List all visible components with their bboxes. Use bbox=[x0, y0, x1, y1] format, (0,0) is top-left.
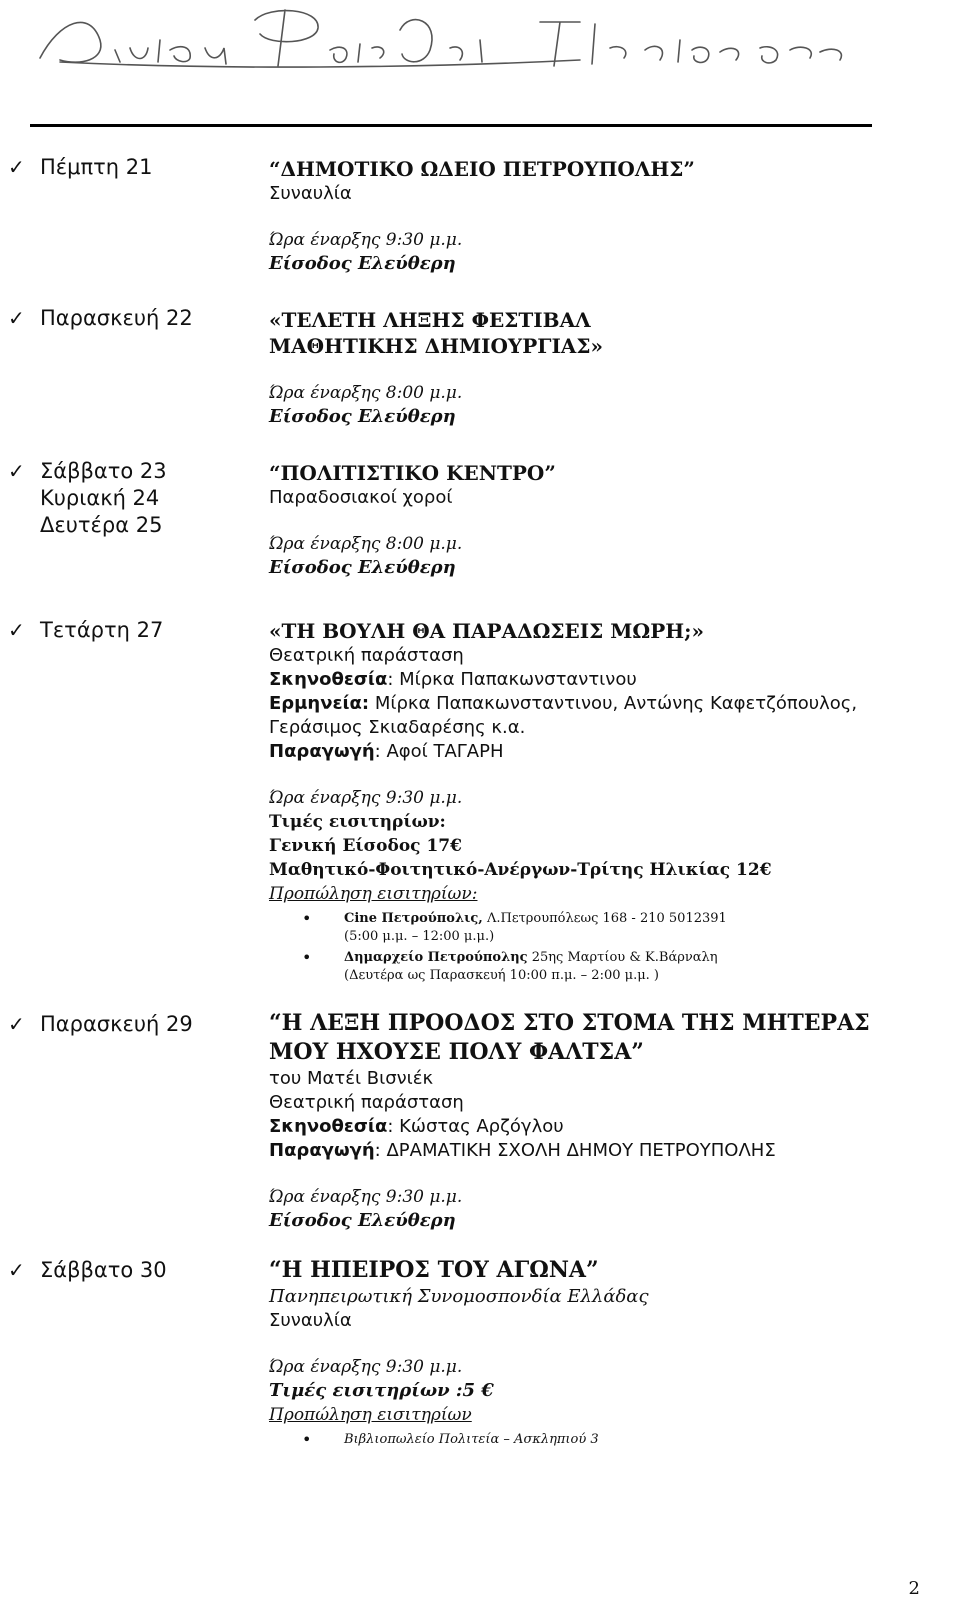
event-title: “ΠΟΛΙΤΙΣΤΙΚΟ ΚΕΝΤΡΟ” bbox=[269, 461, 556, 485]
event-6-dates bbox=[8, 1258, 248, 1285]
event-day: Παρασκευή 22 bbox=[40, 306, 193, 330]
date-row bbox=[8, 1258, 248, 1285]
event-title-line: «ΤΕΛΕΤΗ ΛΗΞΗΣ ΦΕΣΤΙΒΑΛ bbox=[269, 308, 591, 332]
event-4-dates bbox=[8, 618, 248, 645]
cast-line-continued: Γεράσιμος Σκιαδαρέσης κ.α. bbox=[269, 717, 526, 738]
event-5-dates bbox=[8, 1012, 248, 1039]
date-row bbox=[8, 155, 248, 182]
check-icon: ✓ bbox=[8, 618, 25, 642]
event-2 bbox=[269, 307, 909, 429]
presale-outlets bbox=[269, 910, 909, 985]
event-3-dates bbox=[8, 459, 248, 540]
date-row bbox=[8, 306, 248, 333]
event-day: Σάββατο 30 bbox=[40, 1258, 167, 1282]
cast-line: Ερμηνεία: Μίρκα Παπακωνσταντινου, Αντώνης Καφετζόπουλος, bbox=[269, 693, 858, 714]
date-row bbox=[8, 618, 248, 645]
svg-text:Διεθνές Φεστιβάλ Πέτρας: Διεθνές Φεστιβάλ Πέτρας bbox=[20, 0, 34, 1]
price-reduced: Μαθητικό-Φοιτητικό-Ανέργων-Τρίτης Ηλικίας 12€ bbox=[269, 860, 772, 880]
start-time: Ώρα έναρξης 9:30 μ.μ. bbox=[269, 788, 463, 808]
presale-label: Προπώληση εισιτηρίων: bbox=[269, 884, 478, 904]
event-day: Πέμπτη 21 bbox=[40, 155, 153, 179]
event-author: του Ματέι Βισνιέκ bbox=[269, 1068, 434, 1089]
event-1-dates bbox=[8, 155, 248, 182]
start-time: Ώρα έναρξης 9:30 μ.μ. bbox=[269, 1187, 463, 1207]
event-title: «ΤΗ ΒΟΥΛΗ ΘΑ ΠΑΡΑΔΩΣΕΙΣ ΜΩΡΗ;» bbox=[269, 619, 705, 643]
event-organizer: Πανηπειρωτική Συνομοσπονδία Ελλάδας bbox=[269, 1286, 649, 1307]
event-subtitle: Συναυλία bbox=[269, 183, 352, 204]
event-subtitle: Παραδοσιακοί χοροί bbox=[269, 487, 453, 508]
entry-info: Είσοδος Ελεύθερη bbox=[269, 557, 456, 578]
check-icon: ✓ bbox=[8, 459, 25, 483]
event-3 bbox=[269, 460, 909, 580]
direction-line: Σκηνοθεσία: Κώστας Αρζόγλου bbox=[269, 1116, 564, 1137]
header-rule bbox=[30, 124, 872, 127]
event-subtitle: Θεατρική παράσταση bbox=[269, 645, 464, 666]
date-row bbox=[8, 486, 248, 513]
production-line: Παραγωγή: Αφοί ΤΑΓΑΡΗ bbox=[269, 741, 504, 762]
check-icon: ✓ bbox=[8, 306, 25, 330]
event-5 bbox=[269, 1009, 909, 1233]
event-subtitle: Θεατρική παράσταση bbox=[269, 1092, 464, 1113]
event-title-line: ΜΟΥ ΗΧΟΥΣΕ ΠΟΛΥ ΦΑΛΤΣΑ” bbox=[269, 1039, 644, 1065]
list-item: • Δημαρχείο Πετρούπολης 25ης Μαρτίου & Κ.Βάρναλη (Δευτέρα ως Παρασκευή 10:00 π.μ. – 2:00 μ.μ. ) bbox=[344, 949, 909, 985]
start-time: Ώρα έναρξης 8:00 μ.μ. bbox=[269, 383, 463, 403]
event-day: Δευτέρα 25 bbox=[40, 513, 163, 537]
date-row bbox=[8, 513, 248, 540]
start-time: Ώρα έναρξης 9:30 μ.μ. bbox=[269, 230, 463, 250]
presale-outlets bbox=[269, 1431, 909, 1449]
start-time: Ώρα έναρξης 8:00 μ.μ. bbox=[269, 534, 463, 554]
check-icon: ✓ bbox=[8, 1012, 25, 1036]
date-row bbox=[8, 459, 248, 486]
start-time: Ώρα έναρξης 9:30 μ.μ. bbox=[269, 1357, 463, 1377]
event-6 bbox=[269, 1256, 909, 1449]
presale-label: Προπώληση εισιτηρίων bbox=[269, 1405, 472, 1425]
entry-info: Είσοδος Ελεύθερη bbox=[269, 1210, 456, 1231]
production-line: Παραγωγή: ΔΡΑΜΑΤΙΚΗ ΣΧΟΛΗ ΔΗΜΟΥ ΠΕΤΡΟΥΠΟΛΗΣ bbox=[269, 1140, 776, 1161]
date-row bbox=[8, 1012, 248, 1039]
list-item: • Βιβλιοπωλείο Πολιτεία – Ασκληπιού 3 bbox=[344, 1431, 909, 1449]
event-title-line: “Η ΛΕΞΗ ΠΡΟΟΔΟΣ ΣΤΟ ΣΤΟΜΑ ΤΗΣ ΜΗΤΕΡΑΣ bbox=[269, 1010, 870, 1036]
event-4 bbox=[269, 618, 909, 985]
event-day: Τετάρτη 27 bbox=[40, 618, 164, 642]
event-day: Παρασκευή 29 bbox=[40, 1012, 193, 1036]
page-number: 2 bbox=[908, 1578, 920, 1599]
event-day: Κυριακή 24 bbox=[40, 486, 160, 510]
check-icon: ✓ bbox=[8, 155, 25, 179]
event-2-dates bbox=[8, 306, 248, 333]
event-title: “Η ΗΠΕΙΡΟΣ ΤΟΥ ΑΓΩΝΑ” bbox=[269, 1257, 599, 1283]
prices-label: Τιμές εισιτηρίων: bbox=[269, 812, 446, 832]
entry-info: Είσοδος Ελεύθερη bbox=[269, 406, 456, 427]
list-item: • Cine Πετρούπολις, Λ.Πετρουπόλεως 168 - 210 5012391 (5:00 μ.μ. – 12:00 μ.μ.) bbox=[344, 910, 909, 946]
direction-line: Σκηνοθεσία: Μίρκα Παπακωνσταντινου bbox=[269, 669, 637, 690]
ticket-price: Τιμές εισιτηρίων :5 € bbox=[269, 1380, 494, 1401]
check-icon: ✓ bbox=[8, 1258, 25, 1282]
event-title: “ΔΗΜΟΤΙΚΟ ΩΔΕΙΟ ΠΕΤΡΟΥΠΟΛΗΣ” bbox=[269, 157, 695, 181]
event-subtitle: Συναυλία bbox=[269, 1310, 352, 1331]
event-day: Σάββατο 23 bbox=[40, 459, 167, 483]
event-1 bbox=[269, 156, 909, 276]
festival-logo bbox=[20, 0, 880, 78]
entry-info: Είσοδος Ελεύθερη bbox=[269, 253, 456, 274]
price-general: Γενική Είσοδος 17€ bbox=[269, 836, 462, 856]
event-title-line: ΜΑΘΗΤΙΚΗΣ ΔΗΜΙΟΥΡΓΙΑΣ» bbox=[269, 334, 603, 358]
